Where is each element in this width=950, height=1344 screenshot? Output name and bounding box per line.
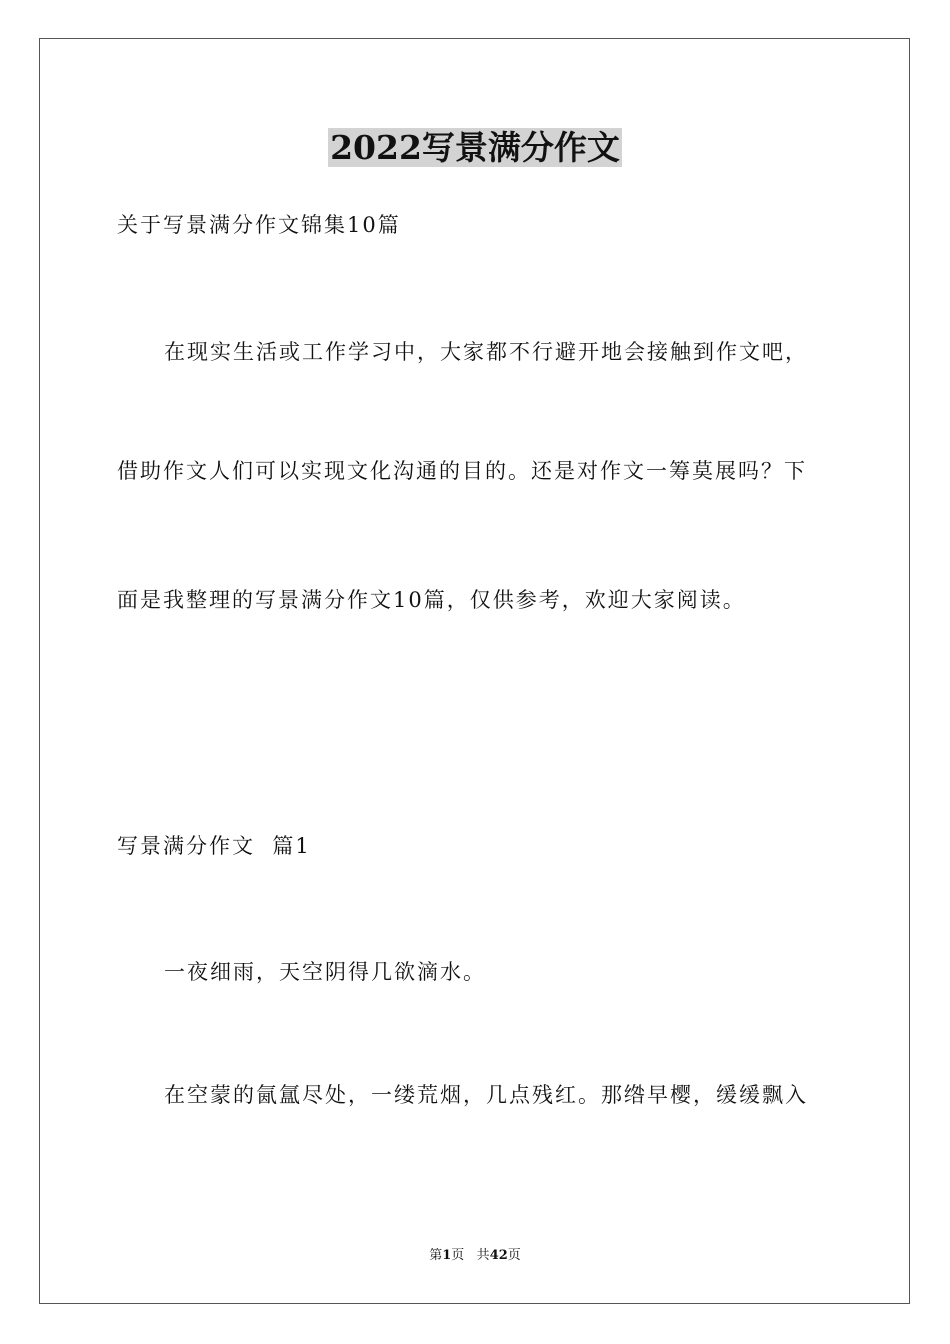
footer-page-number: 1 — [442, 1248, 452, 1263]
body-line-1: 一夜细雨，天空阴得几欲滴水。 — [164, 960, 486, 984]
footer-total-suffix: 页 — [507, 1248, 521, 1263]
document-title — [0, 126, 950, 170]
document-subtitle: 关于写景满分作文锦集10篇 — [117, 213, 401, 237]
intro-line-2: 借助作文人们可以实现文化沟通的目的。还是对作文一筹莫展吗？下 — [117, 459, 807, 483]
intro-line-1: 在现实生活或工作学习中，大家都不行避开地会接触到作文吧， — [164, 340, 808, 364]
intro-line-3: 面是我整理的写景满分作文10篇，仅供参考，欢迎大家阅读。 — [117, 588, 746, 612]
footer-total-prefix: 共 — [476, 1248, 490, 1263]
footer-page-prefix: 第 — [429, 1248, 443, 1263]
page-footer — [0, 1247, 950, 1265]
document-title-text: 2022写景满分作文 — [330, 128, 620, 167]
footer-page-suffix: 页 — [451, 1248, 465, 1263]
section-heading: 写景满分作文 篇1 — [117, 834, 311, 858]
footer-total-pages: 42 — [489, 1248, 508, 1263]
body-line-2: 在空蒙的氤氲尽处，一缕荒烟，几点残红。那绺早樱，缓缓飘入 — [164, 1083, 808, 1107]
